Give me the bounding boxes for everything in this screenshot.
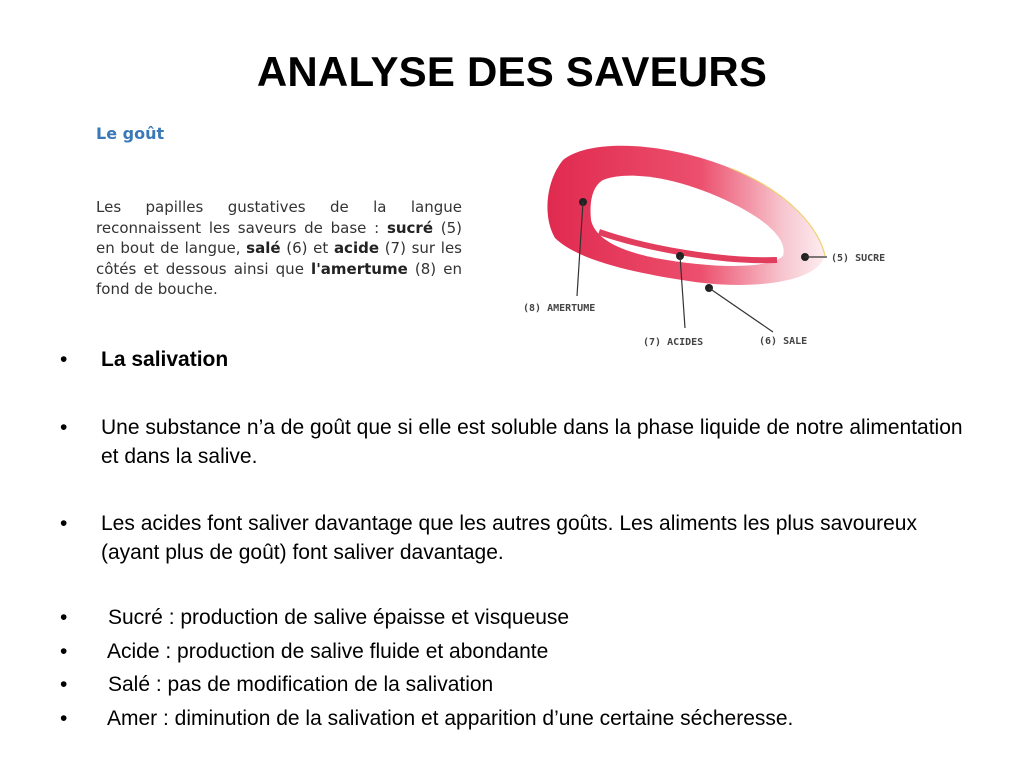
bullet-marker: • [60,640,68,663]
para-amertume: l'amertume [311,259,408,278]
bullet-marker: • [60,348,68,371]
bullet-marker: • [60,512,68,535]
bullet-marker: • [60,707,68,730]
para-text-3: (6) et [280,239,334,257]
bullet-text: Les acides font saliver davantage que les autres goûts. Les aliments les plus savoureux (ayant plus de goût) font saliver davantage. [101,512,917,564]
bullet-text: Acide : production de salive fluide et abondante [107,640,549,663]
para-text-5: (8) en fond de bouche. [96,259,462,298]
para-text-1: Les papilles gustatives de la langue reconnaissent les saveurs de base : [96,198,462,237]
slide-title: ANALYSE DES SAVEURS [256,48,768,95]
para-text-2: (5) en bout de langue, [96,218,463,257]
figure-heading: Le goût [96,124,165,143]
para-acide: acide [333,239,380,257]
label-amertume: (8) AMERTUME [523,303,596,314]
bullet-marker: • [60,606,68,629]
bullet-text: Amer : diminution de la salivation et apparition d’une certaine sécheresse. [107,707,794,730]
para-text-4: (7) sur les côtés et dessous ainsi que [96,239,462,278]
label-sucre: (5) SUCRE [831,253,886,264]
para-sucre: sucré [386,218,434,237]
bullet-text: Sucré : production de salive épaisse et visqueuse [108,606,570,629]
bullet-marker: • [60,673,68,696]
para-sale: salé [246,239,281,257]
label-sale: (6) SALE [759,336,808,347]
bullet-text: Une substance n’a de goût que si elle est soluble dans la phase liquide de notre alimentation et dans la salive. [101,416,963,468]
label-acides: (7) ACIDES [643,337,704,348]
bullet-text: Salé : pas de modification de la salivation [108,673,494,696]
bullet-marker: • [60,416,68,439]
bullet-text: La salivation [101,348,229,371]
